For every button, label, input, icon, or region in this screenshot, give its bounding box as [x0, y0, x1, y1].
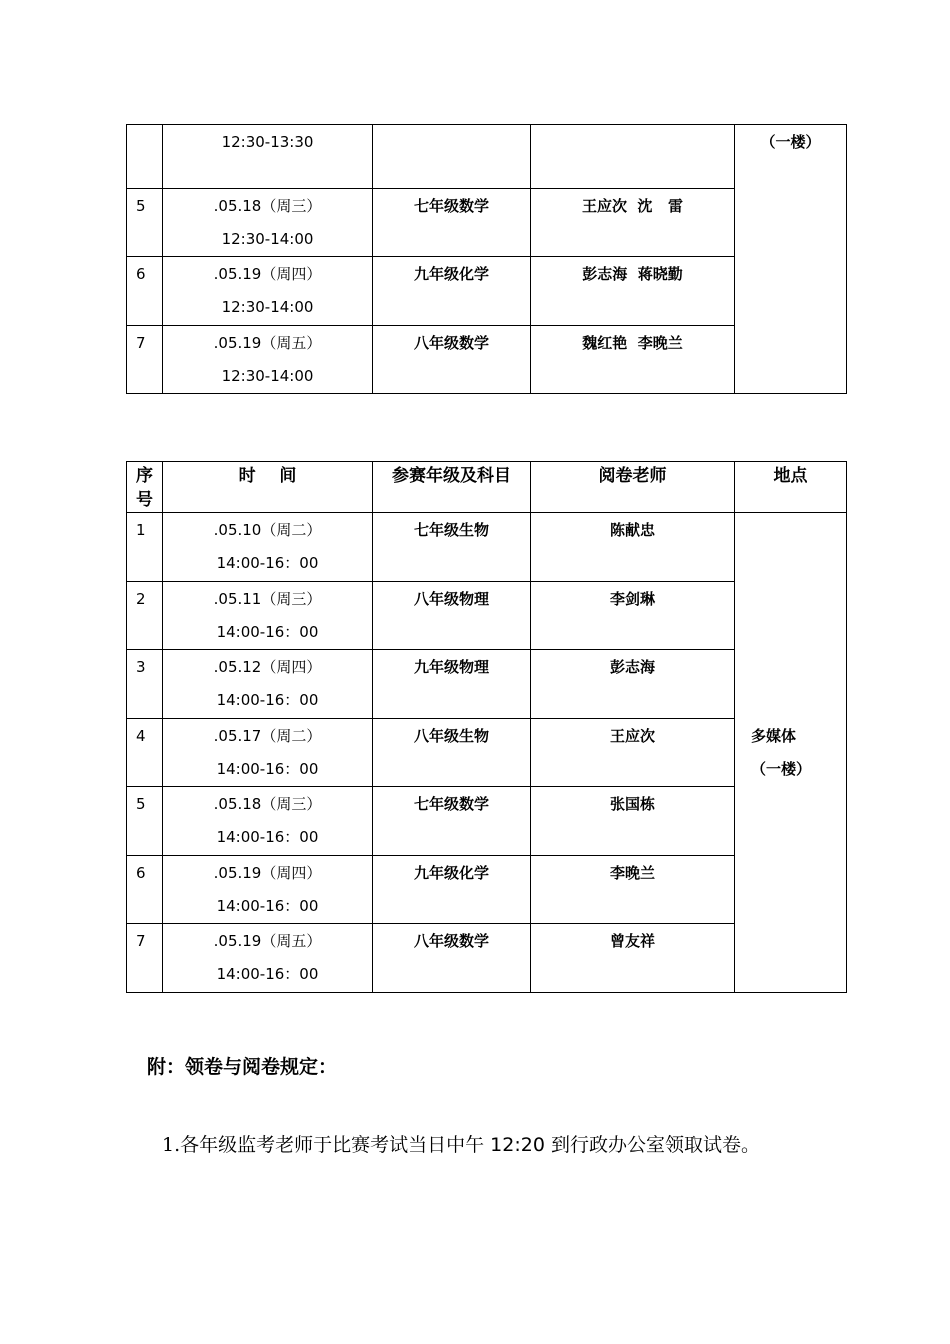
location-cell	[735, 513, 847, 993]
subject-cell	[373, 125, 531, 189]
row-number: 5	[127, 787, 163, 856]
exam-schedule-table-continued	[126, 124, 847, 394]
date-text: .05.19（周四）	[213, 265, 322, 283]
time-range: 12:30-14:00	[221, 367, 314, 385]
date-text: .05.12（周四）	[213, 658, 322, 676]
subject-cell	[373, 257, 531, 326]
subject-text: 九年级化学	[413, 864, 489, 882]
table-row	[127, 513, 847, 582]
location-text: 多媒体	[751, 727, 797, 745]
date-text: .05.18（周三）	[213, 795, 322, 813]
row-number: 2	[127, 582, 163, 650]
date-text: .05.19（周五）	[213, 334, 322, 352]
date-text: .05.19（周四）	[213, 864, 322, 882]
date-text: .05.10（周二）	[213, 521, 322, 539]
time-range: 12:30-14:00	[221, 298, 314, 316]
row-number: 1	[127, 513, 163, 582]
header-time: 时 间	[163, 462, 373, 513]
time-cell	[163, 189, 373, 257]
subject-text: 八年级物理	[413, 590, 489, 608]
teacher-cell	[531, 787, 735, 856]
date-text: .05.17（周二）	[213, 727, 322, 745]
row-number: 3	[127, 650, 163, 719]
teacher-cell	[531, 924, 735, 993]
appendix-item-1	[162, 1110, 822, 1180]
time-range: 14:00-16：00	[216, 623, 319, 641]
time-range: 14:00-16：00	[216, 897, 319, 915]
subject-cell	[373, 787, 531, 856]
subject-text: 八年级数学	[413, 932, 489, 950]
teacher-names: 彭志海 蒋晓勤	[582, 265, 683, 283]
subject-cell	[373, 326, 531, 394]
time-cell	[163, 257, 373, 326]
subject-cell	[373, 189, 531, 257]
time-range: 14:00-16：00	[216, 965, 319, 983]
teacher-cell	[531, 513, 735, 582]
subject-text: 七年级生物	[413, 521, 489, 539]
subject-cell	[373, 650, 531, 719]
subject-text: 八年级数学	[413, 334, 489, 352]
teacher-cell	[531, 719, 735, 787]
subject-cell	[373, 856, 531, 924]
date-text: .05.18（周三）	[213, 197, 322, 215]
time-cell	[163, 924, 373, 993]
row-number: 6	[127, 856, 163, 924]
teacher-cell	[531, 650, 735, 719]
subject-cell	[373, 719, 531, 787]
time-cell	[163, 513, 373, 582]
teacher-name: 李晚兰	[609, 864, 655, 882]
time-range: 14:00-16：00	[216, 554, 319, 572]
teacher-name: 曾友祥	[609, 932, 655, 950]
table-row	[127, 125, 847, 189]
teacher-cell	[531, 326, 735, 394]
subject-text: 九年级化学	[413, 265, 489, 283]
appendix-item-1-prefix: 1.各年级监考老师于比赛考试当日中午	[162, 1134, 491, 1156]
pickup-time: 12:20	[490, 1134, 545, 1156]
time-cell	[163, 650, 373, 719]
subject-text: 八年级生物	[413, 727, 489, 745]
row-number: 5	[127, 189, 163, 257]
time-range: 14:00-16：00	[216, 828, 319, 846]
teacher-name: 王应次	[609, 727, 655, 745]
teacher-cell	[531, 856, 735, 924]
appendix-heading: 附：领卷与阅卷规定：	[147, 1056, 338, 1078]
teacher-name: 张国栋	[609, 795, 655, 813]
header-subject: 参赛年级及科目	[373, 462, 531, 513]
teacher-cell	[531, 582, 735, 650]
header-location: 地点	[735, 462, 847, 513]
teacher-names: 王应次 沈 雷	[581, 197, 684, 215]
teacher-name: 李剑琳	[609, 590, 655, 608]
subject-text: 七年级数学	[413, 197, 489, 215]
time-cell	[163, 326, 373, 394]
time-cell	[163, 719, 373, 787]
teacher-names: 魏红艳 李晚兰	[582, 334, 683, 352]
date-text: .05.19（周五）	[213, 932, 322, 950]
teacher-name: 陈献忠	[609, 521, 655, 539]
subject-cell	[373, 924, 531, 993]
time-cell	[163, 125, 373, 189]
time-range: 14:00-16：00	[216, 691, 319, 709]
teacher-cell	[531, 189, 735, 257]
grading-schedule-table	[126, 461, 847, 993]
subject-cell	[373, 513, 531, 582]
time-cell	[163, 582, 373, 650]
location-cell	[735, 125, 847, 394]
date-text: .05.11（周三）	[213, 590, 322, 608]
teacher-name: 彭志海	[609, 658, 655, 676]
time-range: 12:30-14:00	[221, 230, 314, 248]
subject-cell	[373, 582, 531, 650]
teacher-cell	[531, 125, 735, 189]
row-number: 4	[127, 719, 163, 787]
table-header-row	[127, 462, 847, 513]
row-number: 6	[127, 257, 163, 326]
location-floor: （一楼）	[751, 760, 812, 778]
row-number: 7	[127, 924, 163, 993]
location-text: （一楼）	[760, 133, 821, 151]
subject-text: 九年级物理	[413, 658, 489, 676]
header-teacher: 阅卷老师	[531, 462, 735, 513]
time-range: 14:00-16：00	[216, 760, 319, 778]
header-number: 序号	[127, 462, 163, 513]
appendix-item-1-suffix: 到行政办公室领取试卷。	[544, 1134, 760, 1156]
row-number: 7	[127, 326, 163, 394]
subject-text: 七年级数学	[413, 795, 489, 813]
teacher-cell	[531, 257, 735, 326]
time-cell	[163, 856, 373, 924]
time-cell	[163, 787, 373, 856]
time-range: 12:30-13:30	[221, 133, 314, 151]
row-number	[127, 125, 163, 189]
